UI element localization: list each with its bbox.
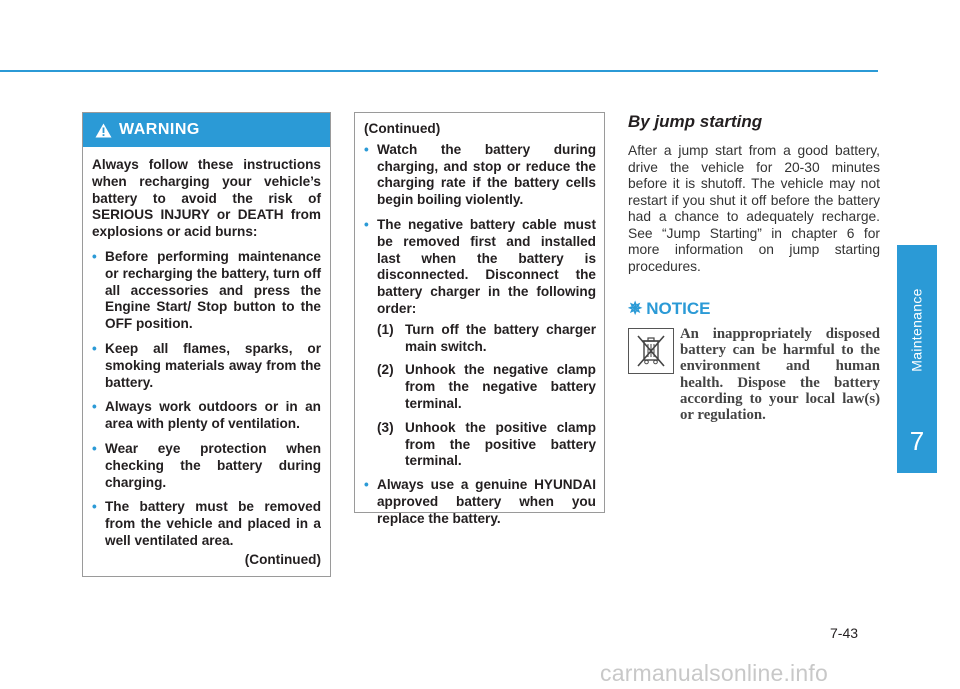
step-item: (1) Turn off the battery charger main switch. bbox=[377, 321, 596, 354]
notice-heading bbox=[628, 299, 880, 319]
list-item: • Always work outdoors or in an area with plenty of ventilation. bbox=[92, 399, 321, 432]
continued-bullet-list-2 bbox=[364, 477, 596, 527]
header-rule bbox=[0, 70, 878, 72]
notice-text: An inappropriately disposed battery can be harmful to the environment and human health. Dispose the battery according to your local law(s) or regulation. bbox=[680, 326, 880, 424]
warning-triangle-icon bbox=[95, 123, 112, 138]
continued-body bbox=[355, 113, 604, 528]
list-item: • Keep all flames, sparks, or smoking materials away from the battery. bbox=[92, 340, 321, 390]
warning-continued-box bbox=[354, 112, 605, 526]
chapter-number: 7 bbox=[909, 426, 925, 456]
crossed-bin-icon bbox=[628, 328, 674, 374]
bullet-icon: • bbox=[92, 399, 97, 415]
list-item: • Always use a genuine HYUNDAI approved battery when you replace the battery. bbox=[364, 477, 596, 526]
continued-bullet-list bbox=[364, 142, 596, 318]
warning-intro: Always follow these instructions when recharging your vehicle’s battery to avoid the risk of SERIOUS INJURY or DEATH from explosions or acid burns: bbox=[92, 157, 321, 240]
warning-title: WARNING bbox=[119, 121, 200, 138]
disconnect-steps bbox=[364, 322, 596, 470]
notice-title: NOTICE bbox=[646, 299, 711, 318]
chapter-tab-label bbox=[897, 245, 937, 415]
bullet-icon: • bbox=[92, 440, 97, 456]
warning-body bbox=[83, 147, 330, 569]
section-title: By jump starting bbox=[628, 112, 763, 131]
list-item: • Watch the battery during charging, and stop or reduce the charging rate if the battery cells begin boiling violently. bbox=[364, 141, 596, 208]
notice-content bbox=[628, 326, 880, 423]
list-item: • Before performing maintenance or recharging the battery, turn off all accessories and press the Engine Start/ Stop button to the OFF position. bbox=[92, 248, 321, 332]
list-item: • The negative battery cable must be removed first and installed last when the battery is disconnected. Disconnect the battery charger in the following order: bbox=[364, 216, 596, 316]
page-number: 7-43 bbox=[830, 625, 859, 641]
continued-note: (Continued) bbox=[244, 551, 321, 567]
bullet-icon: • bbox=[92, 340, 97, 356]
bullet-icon: • bbox=[364, 216, 369, 232]
list-item: • Wear eye protection when checking the battery during charging. bbox=[92, 440, 321, 490]
watermark-text: carmanualsonline.info bbox=[600, 660, 828, 686]
bullet-icon: • bbox=[364, 141, 369, 157]
warning-box bbox=[82, 112, 331, 577]
section-body: After a jump start from a good battery, drive the vehicle for 20-30 minutes before it is shutoff. The vehicle may not restart if you shut it off before the battery had a chance to adequately recharge. See “Jump Starting” in chapter 6 for more information on jump starting procedures. bbox=[628, 143, 880, 274]
warning-bullet-list bbox=[92, 249, 321, 550]
bullet-icon: • bbox=[92, 248, 97, 264]
continued-heading: (Continued) bbox=[364, 121, 441, 136]
warning-header bbox=[83, 113, 330, 147]
bullet-icon: • bbox=[92, 499, 97, 515]
jump-start-section bbox=[628, 112, 880, 423]
list-item: • The battery must be removed from the vehicle and placed in a well ventilated area. bbox=[92, 499, 321, 548]
step-item: (3) Unhook the positive clamp from the positive battery terminal. bbox=[377, 419, 596, 469]
step-item: (2) Unhook the negative clamp from the negative battery terminal. bbox=[377, 362, 596, 411]
chapter-title: Maintenance bbox=[909, 288, 925, 372]
bullet-icon: • bbox=[364, 477, 369, 493]
star-icon: ✵ bbox=[628, 299, 643, 318]
